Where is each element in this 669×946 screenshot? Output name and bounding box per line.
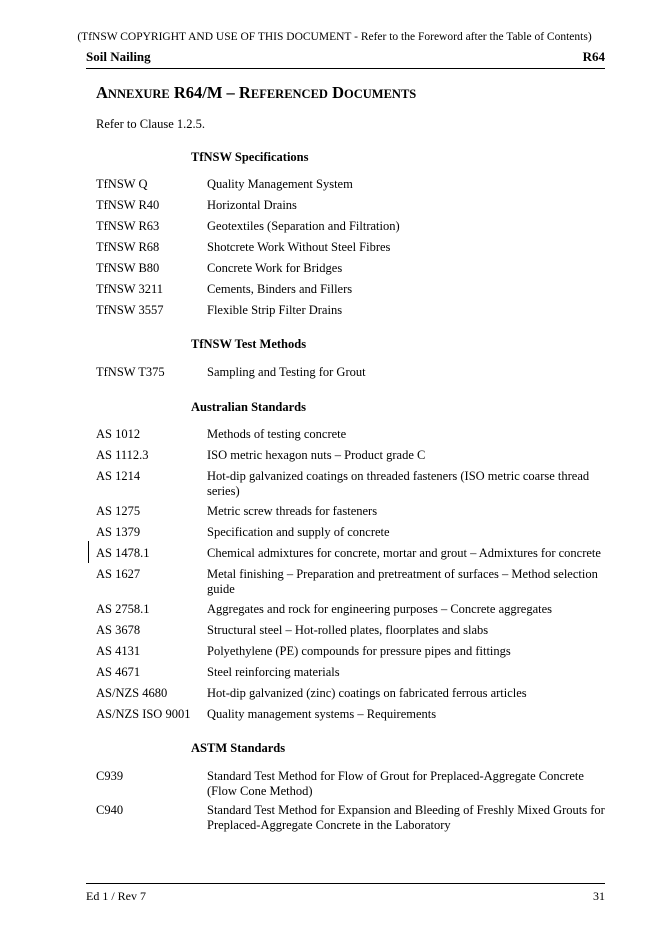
reference-code: AS 3678 [96,623,141,637]
reference-code: AS 1012 [96,427,141,441]
reference-title: Hot-dip galvanized (zinc) coatings on fabricated ferrous articles [207,686,527,700]
reference-title: Cements, Binders and Fillers [207,282,353,296]
reference-code: TfNSW Q [96,177,148,191]
reference-code: AS 1214 [96,469,141,483]
document-code: R64 [582,49,605,64]
reference-code: C940 [96,803,124,817]
reference-title: Chemical admixtures for concrete, mortar and grout – Admixtures for concrete [207,546,601,560]
reference-code: AS/NZS ISO 9001 [96,707,191,721]
reference-code: TfNSW B80 [96,261,160,275]
reference-code: AS 1478.1 [96,546,150,560]
reference-title: Methods of testing concrete [207,427,347,441]
section-heading: TfNSW Specifications [191,150,309,164]
title-part: OCUMENTS [344,87,417,101]
section-heading: ASTM Standards [191,741,286,755]
edition-revision: Ed 1 / Rev 7 [86,889,146,903]
reference-code: TfNSW R40 [96,198,160,212]
footer-rule [86,883,605,884]
reference-code: TfNSW 3211 [96,282,164,296]
reference-title: Shotcrete Work Without Steel Fibres [207,240,391,254]
reference-title: Quality Management System [207,177,353,191]
reference-code: AS 4671 [96,665,141,679]
page-number: 31 [593,889,605,903]
reference-code: AS 2758.1 [96,602,150,616]
reference-title: Aggregates and rock for engineering purposes – Concrete aggregates [207,602,553,616]
title-part: R64/M – R [169,83,251,102]
reference-code: TfNSW 3557 [96,303,164,317]
reference-title: Polyethylene (PE) compounds for pressure pipes and fittings [207,644,511,658]
reference-title: Geotextiles (Separation and Filtration) [207,219,400,233]
title-part: D [327,83,344,102]
reference-code: AS 4131 [96,644,141,658]
reference-title: Metal finishing – Preparation and pretreatment of surfaces – Method selection guide [207,567,598,596]
reference-title: Horizontal Drains [207,198,297,212]
reference-title: Quality management systems – Requirements [207,707,437,721]
title-part: EFERENCED [250,87,328,101]
reference-title: Structural steel – Hot-rolled plates, floorplates and slabs [207,623,489,637]
section-heading: Australian Standards [191,400,306,414]
reference-title: Concrete Work for Bridges [207,261,343,275]
reference-title: ISO metric hexagon nuts – Product grade C [207,448,426,462]
reference-title: Standard Test Method for Flow of Grout for Preplaced-Aggregate Concrete (Flow Cone Method) [207,769,584,798]
section-heading: TfNSW Test Methods [191,337,307,351]
reference-code: TfNSW T375 [96,365,165,379]
clause-reference: Refer to Clause 1.2.5. [96,117,206,131]
reference-code: AS 1379 [96,525,141,539]
reference-title: Sampling and Testing for Grout [207,365,366,379]
reference-title: Steel reinforcing materials [207,665,340,679]
copyright-notice: (TfNSW COPYRIGHT AND USE OF THIS DOCUMENT - Refer to the Foreword after the Table of Contents) [77,31,592,43]
reference-code: TfNSW R63 [96,219,160,233]
reference-code: AS/NZS 4680 [96,686,168,700]
reference-code: TfNSW R68 [96,240,160,254]
change-bar [88,541,89,563]
reference-code: AS 1275 [96,504,141,518]
reference-code: AS 1627 [96,567,141,581]
title-part: A [96,83,108,102]
document-title: Soil Nailing [86,49,151,64]
reference-title: Standard Test Method for Expansion and Bleeding of Freshly Mixed Grouts for Preplaced-Aggregate Concrete in the Laboratory [207,803,605,832]
reference-title: Hot-dip galvanized coatings on threaded fasteners (ISO metric coarse thread series) [207,469,590,498]
reference-code: C939 [96,769,124,783]
reference-code: AS 1112.3 [96,448,149,462]
reference-title: Flexible Strip Filter Drains [207,303,343,317]
reference-title: Metric screw threads for fasteners [207,504,378,518]
title-part: NNEXURE [107,87,170,101]
reference-title: Specification and supply of concrete [207,525,390,539]
